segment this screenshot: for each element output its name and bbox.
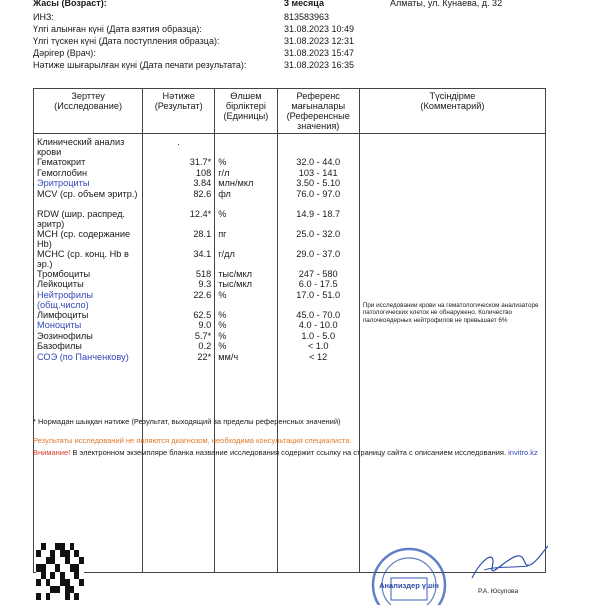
signature [462,538,552,588]
test-result: 108 [195,167,212,178]
test-reference: 14.9 - 18.7 [296,208,341,219]
test-reference: 103 - 141 [298,167,338,178]
test-result: 5.7* [194,330,212,341]
results-col [143,134,215,573]
header-row [33,23,354,35]
test-reference: 45.0 - 70.0 [296,309,341,320]
comment-cell [359,134,545,573]
header-row-value: 31.08.2023 12:31 [284,36,355,46]
section-marker: . [177,137,180,147]
test-unit: % [218,208,227,219]
test-name: Гематокрит [37,157,86,167]
attention-text: В электронном экземпляре бланка название исследования содержит ссылку на страницу сайта с описанием исследования. [70,448,509,457]
header-row-value: 31.08.2023 15:47 [284,48,355,58]
test-reference: 76.0 - 97.0 [296,188,341,199]
test-reference: 3.50 - 5.10 [296,178,341,188]
header-row-value: 31.08.2023 10:49 [284,24,355,34]
test-unit: % [218,320,227,330]
test-result: 31.7* [189,157,212,167]
col-reference: Референс мағыналары (Референсные значения) [277,89,359,134]
test-unit: % [218,289,227,300]
test-name: MCV (ср. объем эритр.) [37,188,138,199]
test-reference: < 1.0 [307,341,329,351]
test-result: 9.3 [198,279,212,289]
test-reference: 1.0 - 5.0 [301,330,336,341]
age-value: 3 месяца [284,0,324,8]
test-result: 518 [195,268,212,279]
test-unit: % [218,330,227,341]
test-unit: пг [218,228,227,239]
header-row-label: Нәтиже шығарылған күні (Дата печати результата): [33,60,247,70]
test-name: RDW (шир. распред. эритр) [37,208,125,229]
test-unit: фл [218,188,231,199]
header-row-label: Дәрігер (Врач): [33,48,96,58]
names-col [34,134,143,573]
test-unit: млн/мкл [218,178,254,188]
header-row-label: ИНЗ: [33,12,54,22]
test-unit: тыс/мкл [218,268,252,279]
test-result: 0.2 [198,341,212,351]
comment-text: При исследовании крови на гематологическом анализаторе патологических клеток не обнаружено. Количество палочкоядерных нейтрофилов не превышает 6% [362,302,539,324]
header-row [33,47,354,59]
col-test: Зерттеу (Исследование) [34,89,143,134]
test-unit: г/л [218,167,230,178]
test-result: 82.6 [193,188,212,199]
table-body-row [34,134,546,573]
test-name: Лейкоциты [37,279,84,289]
refs-col [277,134,359,573]
test-reference: 247 - 580 [298,268,338,279]
test-reference: < 12 [309,351,328,362]
test-unit: % [218,309,227,320]
test-name: Гемоглобин [37,167,88,178]
test-result: 12.4* [189,208,212,219]
col-units: Өлшем бірліктері (Единицы) [215,89,277,134]
attention-note [33,448,538,457]
attention-label: Внимание! [33,448,71,457]
signer-name: Р.А. Юсупова [478,588,519,595]
test-name: Эозинофилы [37,330,93,341]
test-name[interactable]: Моноциты [37,320,82,330]
header-rows [33,11,354,71]
test-name[interactable]: Нейтрофилы (общ.число) [37,289,93,310]
test-reference: 29.0 - 37.0 [296,248,341,259]
test-name: MCH (ср. содержание Hb) [37,228,131,249]
test-name: MCHC (ср. конц. Hb в эр.) [37,248,129,269]
test-unit: г/дл [218,248,235,259]
test-result: 28.1 [193,228,212,239]
test-unit: % [218,157,227,167]
section-title: Клинический анализ крови [37,137,125,157]
qr-code [36,543,84,600]
header-row-label: Үлгі алынған күні (Дата взятия образца): [33,24,202,34]
lab-address: Алматы, ул. Кунаева, д. 32 [390,0,503,8]
stamp-text: Анализдер үшін [379,581,439,590]
test-reference: 6.0 - 17.5 [298,279,338,289]
col-result: Нәтиже (Результат) [143,89,215,134]
test-result: 9.0 [198,320,212,330]
test-result: 22.6 [193,289,212,300]
header-row [33,59,354,71]
test-reference: 4.0 - 10.0 [298,320,338,330]
disclaimer: Результаты исследований не являются диагнозом, необходима консультация специалиста. [33,436,352,445]
test-name[interactable]: СОЭ (по Панченкову) [37,351,129,362]
test-result: 22* [197,351,212,362]
header-row [33,11,354,23]
header-row-value: 813583963 [284,12,330,22]
test-name: Лимфоциты [37,309,89,320]
test-result: 34.1 [193,248,212,259]
header-row [33,35,354,47]
units-col [215,134,277,573]
header-row-label: Үлгі түскен күні (Дата поступления образца): [33,36,220,46]
test-reference: 25.0 - 32.0 [296,228,341,239]
col-comment: Түсіндірме (Комментарий) [359,89,545,134]
age-label: Жасы (Возраст): [33,0,107,8]
stamp [368,545,450,605]
header-row-value: 31.08.2023 16:35 [284,60,355,70]
test-name[interactable]: Эритроциты [37,178,90,188]
test-unit: % [218,341,227,351]
test-reference: 17.0 - 51.0 [296,289,341,300]
test-name: Тромбоциты [37,268,91,279]
test-name: Базофилы [37,341,82,351]
test-result: 62.5 [193,309,212,320]
asterisk-note: * Нормадан шыққан нәтиже (Результат, выходящий за пределы референсных значений) [33,417,341,426]
test-result: 3.84 [193,178,212,188]
table-header-row [34,89,546,134]
site-link[interactable]: invitro.kz [508,448,538,457]
results-table [33,88,546,573]
test-unit: мм/ч [218,351,239,362]
test-reference: 32.0 - 44.0 [296,157,341,167]
test-unit: тыс/мкл [218,279,252,289]
